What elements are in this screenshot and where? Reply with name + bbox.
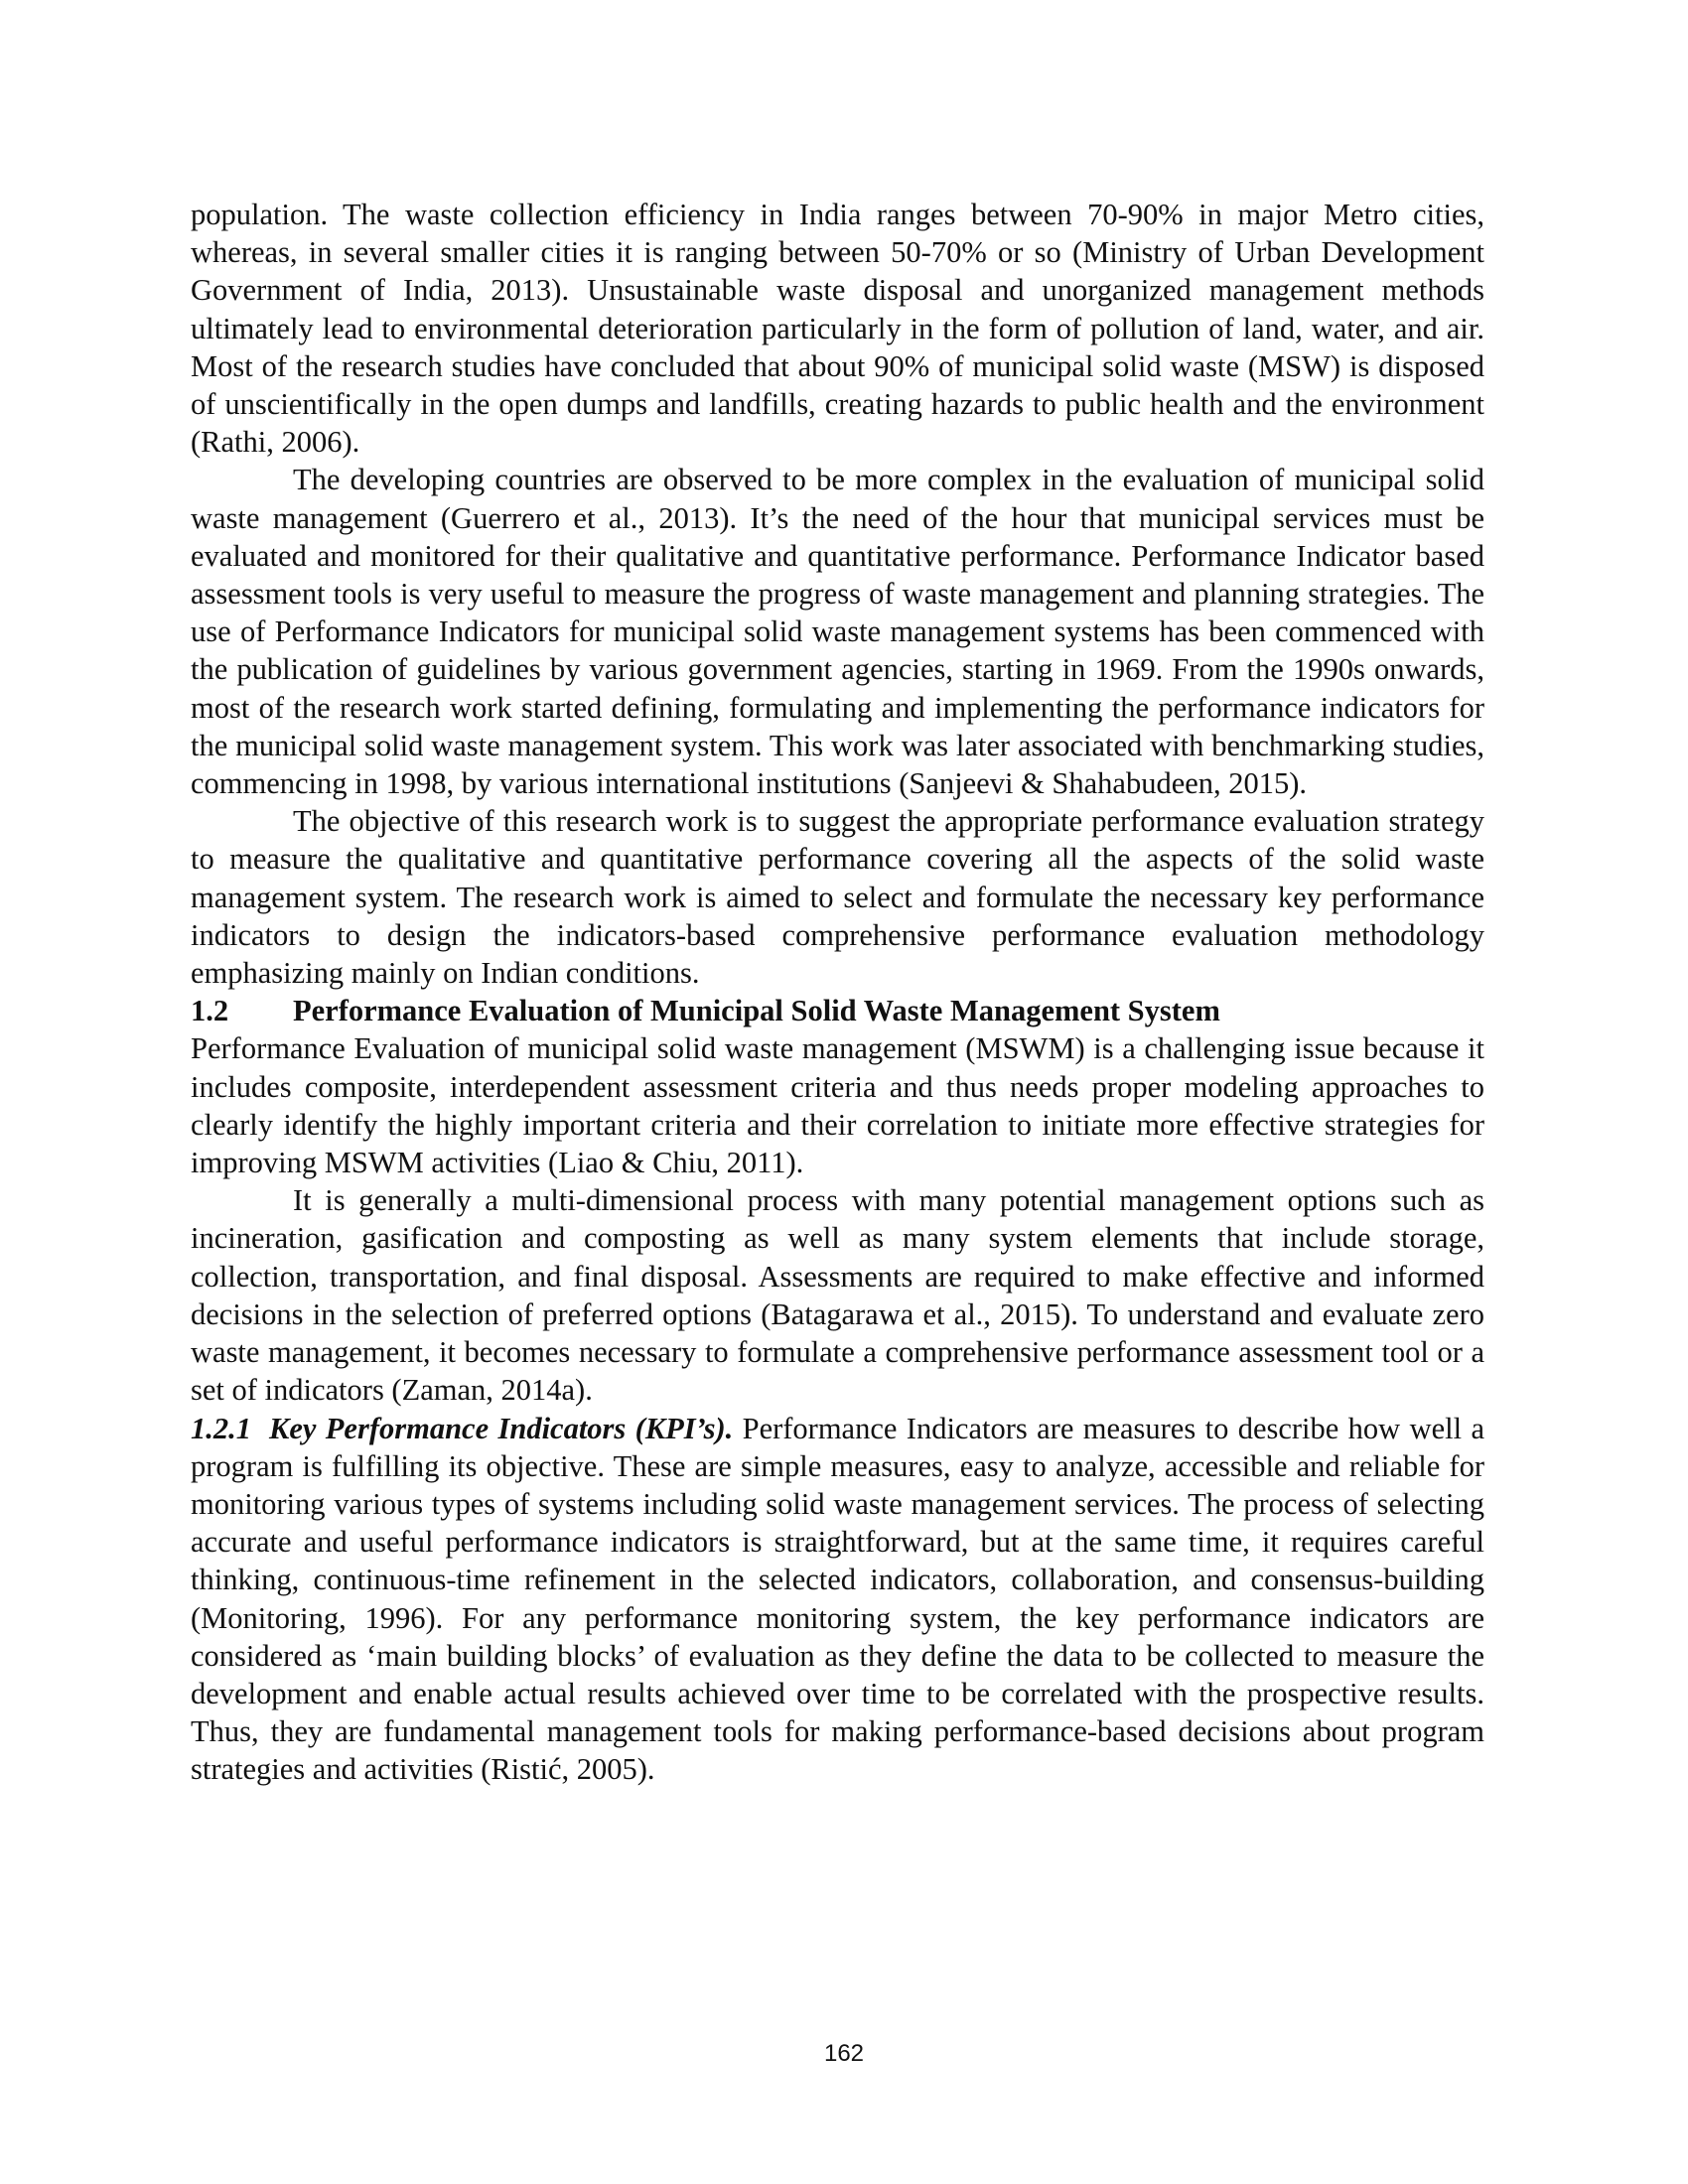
- paragraph-intro-3: The objective of this research work is to suggest the appropriate performance evaluation strategy to measure the qualitative and quantitative performance covering all the aspects of the solid waste management system. The research work is aimed to select and formulate the necessary key performance indicators to design the indicators-based comprehensive performance evaluation methodology emphasizing mainly on Indian conditions.: [191, 804, 1484, 991]
- subsection-title: Key Performance Indicators (KPI’s).: [269, 1411, 734, 1445]
- page-number: 162: [823, 2040, 865, 2067]
- section-paragraph-1: Performance Evaluation of municipal solid waste management (MSWM) is a challenging issue because it includes composite, interdependent assessment criteria and thus needs proper modeling approaches to clearly identify the highly important criteria and their correlation to initiate more effective strategies for improving MSWM activities (Liao & Chiu, 2011).: [191, 1031, 1484, 1180]
- paragraph-intro-2: The developing countries are observed to be more complex in the evaluation of municipal solid waste management (Guerrero et al., 2013). It’s the need of the hour that municipal services must be evaluated and monitored for their qualitative and quantitative performance. Performance Indicator based assessment tools is very useful to measure the progress of waste management and planning strategies. The use of Performance Indicators for municipal solid waste management systems has been commenced with the publication of guidelines by various government agencies, starting in 1969. From the 1990s onwards, most of the research work started defining, formulating and implementing the performance indicators for the municipal solid waste management system. This work was later associated with benchmarking studies, commencing in 1998, by various international institutions (Sanjeevi & Shahabudeen, 2015).: [191, 463, 1484, 801]
- page-body: [191, 196, 1484, 1789]
- subsection-text: Performance Indicators are measures to describe how well a program is fulfilling its objective. These are simple measures, easy to analyze, accessible and reliable for monitoring various types of systems including solid waste management services. The process of selecting accurate and useful performance indicators is straightforward, but at the same time, it requires careful thinking, continuous-time refinement in the selected indicators, collaboration, and consensus-building (Monitoring, 1996). For any performance monitoring system, the key performance indicators are considered as ‘main building blocks’ of evaluation as they define the data to be collected to measure the development and enable actual results achieved over time to be correlated with the prospective results. Thus, they are fundamental management tools for making performance-based decisions about program strategies and activities (Ristić, 2005).: [191, 1411, 1485, 1787]
- subsection-number: 1.2.1: [191, 1411, 251, 1445]
- section-number: 1.2: [191, 994, 229, 1028]
- subsection-paragraph: [191, 1410, 1484, 1789]
- subsection-heading: [191, 1412, 733, 1445]
- section-paragraph-2: It is generally a multi-dimensional process with many potential management options such as incineration, gasification and composting as well as many system elements that include storage, collection, transportation, and final disposal. Assessments are required to make effective and informed decisions in the selection of preferred options (Batagarawa et al., 2015). To understand and evaluate zero waste management, it becomes necessary to formulate a comprehensive performance assessment tool or a set of indicators (Zaman, 2014a).: [191, 1183, 1484, 1408]
- section-title: Performance Evaluation of Municipal Solid Waste Management System: [293, 994, 1220, 1028]
- paragraph-intro-1: population. The waste collection efficiency in India ranges between 70-90% in major Metro cities, whereas, in several smaller cities it is ranging between 50-70% or so (Ministry of Urban Development Government of India, 2013). Unsustainable waste disposal and unorganized management methods ultimately lead to environmental deterioration particularly in the form of pollution of land, water, and air. Most of the research studies have concluded that about 90% of municipal solid waste (MSW) is disposed of unscientifically in the open dumps and landfills, creating hazards to public health and the environment (Rathi, 2006).: [191, 198, 1484, 460]
- section-heading: [191, 992, 1484, 1029]
